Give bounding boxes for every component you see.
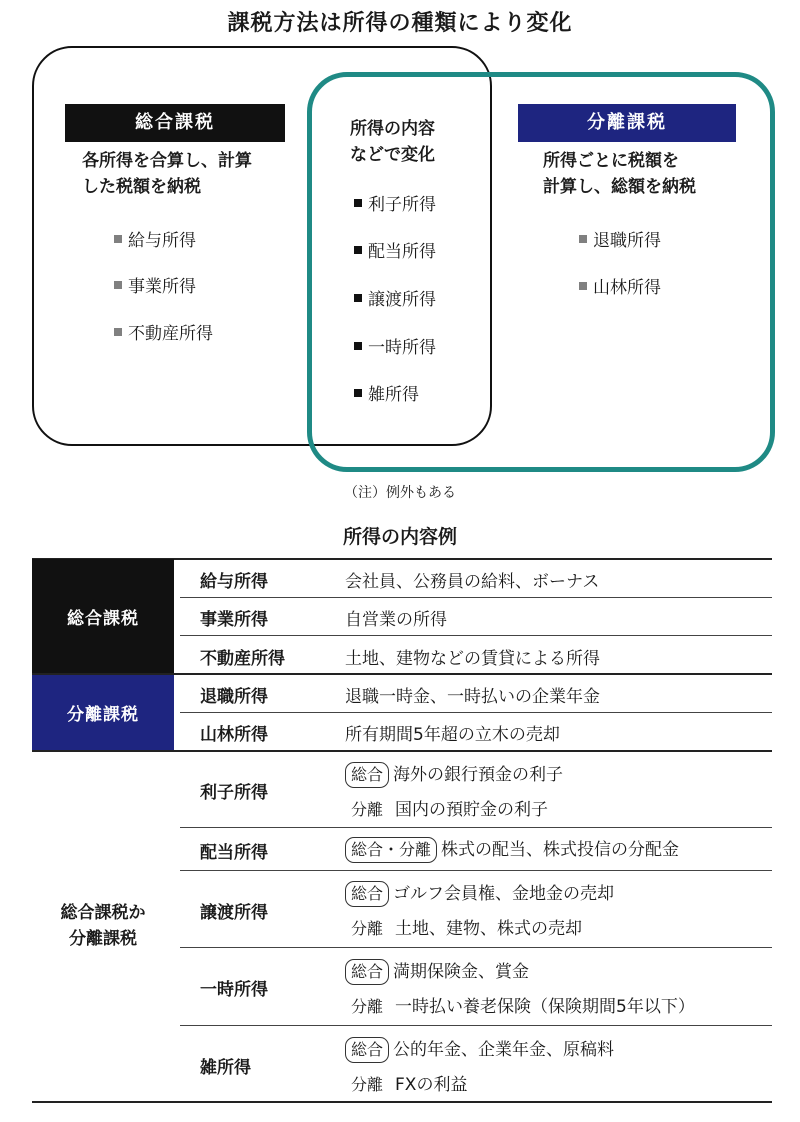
diagram-note: （注）例外もある [344, 485, 456, 501]
tax-tag: 総合 [345, 1037, 389, 1063]
bunri-item: 退職所得 [579, 226, 661, 251]
row-divider [180, 827, 772, 828]
income-type: 利子所得 [200, 783, 268, 803]
group-divider [32, 750, 772, 752]
income-content: 分離 土地、建物、株式の売却 [345, 914, 582, 939]
tax-tag: 総合 [345, 881, 389, 907]
income-content: 総合 ゴルフ会員権、金地金の売却 [345, 879, 614, 907]
income-type: 配当所得 [200, 843, 268, 863]
square-bullet-icon [354, 389, 362, 397]
income-type: 譲渡所得 [200, 903, 268, 923]
income-content: 総合 公的年金、企業年金、原稿料 [345, 1035, 614, 1063]
middle-item: 配当所得 [354, 237, 436, 262]
income-content: 分離 FXの利益 [345, 1070, 467, 1095]
income-type: 退職所得 [200, 687, 268, 707]
row-divider [180, 597, 772, 598]
income-content: 退職一時金、一時払いの企業年金 [345, 687, 600, 707]
middle-item: 利子所得 [354, 190, 436, 215]
sogo-item: 事業所得 [114, 272, 196, 297]
square-bullet-icon [114, 328, 122, 336]
tax-tag: 分離 [351, 1075, 384, 1094]
income-content: 総合 満期保険金、賞金 [345, 957, 529, 985]
table-title: 所得の内容例 [342, 526, 457, 548]
income-content: 分離 一時払い養老保険（保険期間5年以下） [345, 992, 695, 1017]
square-bullet-icon [114, 235, 122, 243]
bunri-item: 山林所得 [579, 273, 661, 298]
square-bullet-icon [579, 282, 587, 290]
income-content: 自営業の所得 [345, 610, 447, 630]
row-divider [180, 1025, 772, 1026]
sogo-item: 不動産所得 [114, 319, 213, 344]
table-bottom-border [32, 1101, 772, 1103]
middle-item: 一時所得 [354, 333, 436, 358]
tax-tag: 総合 [345, 959, 389, 985]
square-bullet-icon [354, 246, 362, 254]
bunri-description: 所得ごとに税額を 計算し、総額を納税 [543, 151, 696, 197]
sogo-item: 給与所得 [114, 226, 196, 251]
tax-tag: 分離 [351, 800, 384, 819]
tax-tag: 総合 [345, 762, 389, 788]
sogo-header: 総合課税 [65, 104, 285, 142]
sogo-description: 各所得を合算し、計算 した税額を納税 [82, 151, 252, 197]
row-divider [180, 870, 772, 871]
income-type: 一時所得 [200, 980, 268, 1000]
tax-tag: 分離 [351, 997, 384, 1016]
middle-item: 雑所得 [354, 380, 419, 405]
income-content: 総合 海外の銀行預金の利子 [345, 760, 563, 788]
category-sogo: 総合課税 [32, 559, 174, 673]
income-type: 雑所得 [200, 1058, 251, 1078]
income-type: 不動産所得 [200, 649, 285, 669]
income-content: 総合・分離 株式の配当、株式投信の分配金 [345, 835, 679, 863]
square-bullet-icon [354, 199, 362, 207]
row-divider [180, 947, 772, 948]
income-content: 会社員、公務員の給料、ボーナス [345, 572, 600, 592]
category-bunri: 分離課税 [32, 675, 174, 750]
income-content: 所有期間5年超の立木の売却 [345, 725, 560, 745]
tax-tag: 総合・分離 [345, 837, 437, 863]
income-type: 山林所得 [200, 725, 268, 745]
category-either: 総合課税か 分離課税 [60, 903, 146, 949]
row-divider [180, 635, 772, 636]
square-bullet-icon [579, 235, 587, 243]
bunri-header: 分離課税 [518, 104, 736, 142]
income-type: 給与所得 [200, 572, 268, 592]
square-bullet-icon [354, 294, 362, 302]
middle-item: 譲渡所得 [354, 285, 436, 310]
diagram-title: 課税方法は所得の種類により変化 [227, 11, 573, 36]
square-bullet-icon [114, 281, 122, 289]
income-content: 分離 国内の預貯金の利子 [345, 795, 548, 820]
square-bullet-icon [354, 342, 362, 350]
income-type: 事業所得 [200, 610, 268, 630]
tax-tag: 分離 [351, 919, 384, 938]
row-divider [180, 712, 772, 713]
income-content: 土地、建物などの賃貸による所得 [345, 649, 600, 669]
middle-description: 所得の内容 などで変化 [350, 119, 435, 165]
